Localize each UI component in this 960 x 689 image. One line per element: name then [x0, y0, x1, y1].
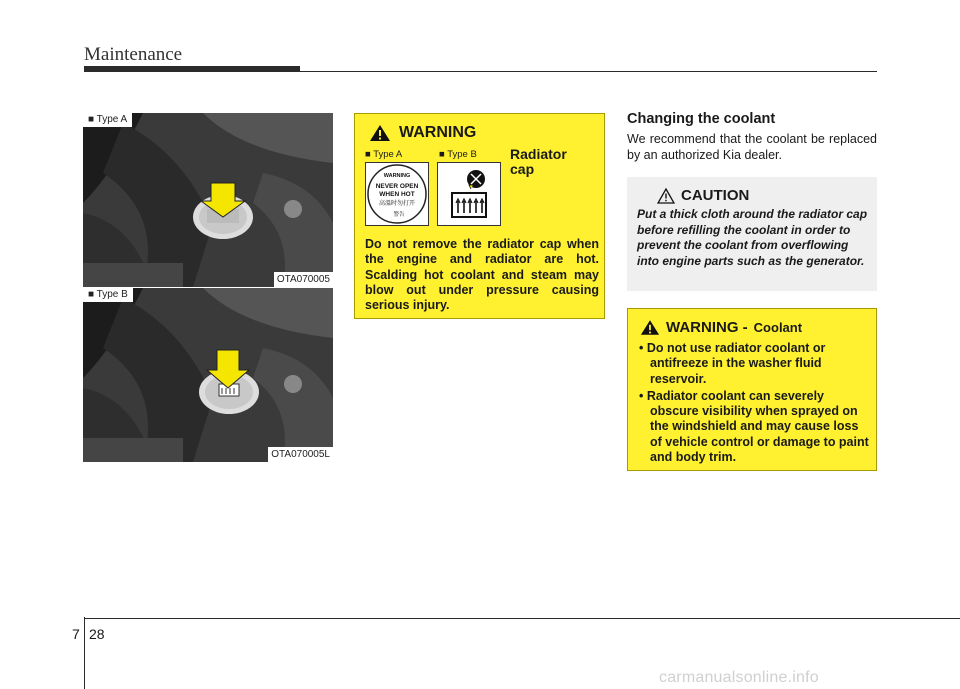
cap-type-b-label: ■ Type B — [439, 149, 477, 160]
list-item: • Do not use radiator coolant or antifreeze in the washer fluid reservoir. — [639, 341, 826, 386]
photo-code-b: OTA070005L — [268, 447, 333, 462]
cap-a-text-kr: 警告 — [393, 212, 405, 218]
cap-type-a-label: ■ Type A — [365, 149, 403, 160]
caution-header — [657, 187, 749, 204]
radiator-cap-warning-text: Do not remove the radiator cap when the engine and radiator are hot. Scalding hot coolant and steam may blow out under pressure causing serious injury. — [365, 237, 599, 313]
radiator-cap-warning-box — [354, 113, 605, 319]
cap-a-text-never-open: NEVER OPEN — [375, 183, 419, 190]
footer-divider — [84, 617, 85, 689]
section-heading: Changing the coolant — [627, 111, 776, 127]
coolant-warning-subtitle: Coolant — [753, 320, 803, 335]
engine-bay-illustration-b — [83, 288, 333, 462]
photo-code-a: OTA070005 — [274, 272, 333, 287]
engine-bay-illustration-a — [83, 113, 333, 287]
warning-triangle-icon — [640, 319, 660, 336]
intro-paragraph: We recommend that the coolant be replaced by an authorized Kia dealer. — [627, 132, 877, 162]
radiator-cap-a-icon — [366, 163, 428, 225]
cap-type-a-image — [365, 162, 429, 226]
warning-title: WARNING — [399, 124, 477, 141]
caution-title: CAUTION — [681, 187, 750, 204]
coolant-warning-header — [640, 319, 802, 336]
radiator-cap-label-line2: cap — [510, 161, 535, 177]
cap-a-text-when-hot: WHEN HOT — [379, 191, 415, 198]
caution-triangle-icon — [657, 188, 675, 204]
radiator-cap-label-line1: Radiator — [510, 146, 567, 162]
warning-triangle-icon — [369, 124, 391, 142]
footer-rule — [84, 618, 960, 619]
header-rule-thin — [300, 71, 877, 72]
watermark: carmanualsonline.info — [659, 669, 819, 686]
chapter-number: 7 — [72, 626, 80, 642]
engine-photo-type-a — [83, 113, 333, 287]
coolant-warning-box — [627, 308, 877, 471]
photo-tag-type-b: ■ Type B — [83, 288, 133, 302]
caution-box — [627, 177, 877, 291]
engine-photo-type-b — [83, 288, 333, 462]
list-item: • Radiator coolant can severely obscure visibility when sprayed on the windshield and may cause loss of vehicle control or damage to paint and body trim. — [639, 388, 869, 465]
hot-coolant-symbol-icon — [438, 163, 500, 225]
header-rule-thick — [84, 66, 300, 72]
section-title: Maintenance — [84, 44, 183, 65]
cap-type-b-image — [437, 162, 501, 226]
caution-text: Put a thick cloth around the radiator cap before refilling the coolant in order to prevent the coolant from overflowing into engine parts such as the generator. — [637, 207, 868, 268]
warning-header — [369, 124, 476, 142]
coolant-warning-list — [636, 341, 870, 467]
photo-tag-type-a: ■ Type A — [83, 113, 132, 127]
page-number: 28 — [89, 626, 105, 642]
coolant-warning-title: WARNING - — [666, 319, 748, 336]
cap-a-text-cn: 高溫时勿打开 — [378, 200, 416, 207]
radiator-cap-label — [510, 147, 567, 177]
cap-a-text-warning: WARNING — [383, 173, 411, 179]
